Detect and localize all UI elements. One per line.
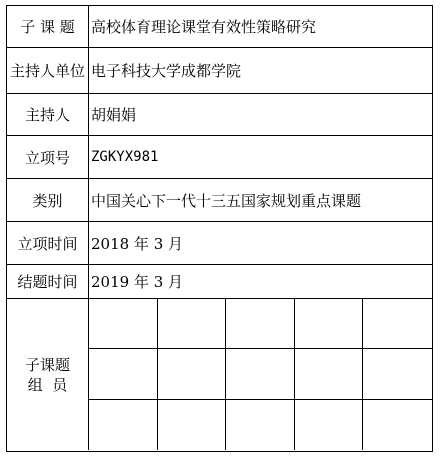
- members-label-line2: 组 员: [27, 375, 68, 394]
- member-cell: [226, 299, 295, 349]
- member-cell: [226, 400, 295, 450]
- row-category: [7, 179, 432, 222]
- subtopic-value: 高校体育理论课堂有效性策略研究: [91, 18, 317, 36]
- members-label: [7, 299, 89, 450]
- row-host: [7, 94, 432, 136]
- member-cell: [363, 349, 432, 399]
- host-value: 胡娟娟: [91, 106, 137, 124]
- row-subtopic: [7, 6, 432, 48]
- category-value: 中国关心下一代十三五国家规划重点课题: [91, 191, 362, 210]
- member-cell: [295, 400, 364, 450]
- host-unit-value: 电子科技大学成都学院: [91, 62, 242, 80]
- host-label: 主持人: [7, 94, 89, 135]
- members-grid: [89, 299, 432, 450]
- member-cell: [158, 349, 227, 399]
- member-cell: [89, 349, 158, 399]
- project-info-table: [6, 5, 433, 452]
- subtopic-label: 子 课 题: [7, 6, 89, 47]
- members-label-line1: 子课题: [24, 355, 70, 374]
- start-date-label: 立项时间: [7, 222, 89, 264]
- row-members: [7, 299, 432, 450]
- category-label: 类别: [7, 179, 89, 221]
- member-cell: [158, 299, 227, 349]
- member-cell: [89, 299, 158, 349]
- row-project-number: [7, 136, 432, 179]
- host-unit-label: 主持人单位: [7, 48, 89, 93]
- member-cell: [226, 349, 295, 399]
- member-cell: [89, 400, 158, 450]
- row-start-date: [7, 222, 432, 265]
- end-date-label: 结题时间: [7, 265, 89, 298]
- start-date-value: 2018 年 3 月: [91, 234, 184, 253]
- member-cell: [363, 400, 432, 450]
- row-host-unit: [7, 48, 432, 94]
- project-number-value: ZGKYX981: [91, 149, 159, 165]
- end-date-value: 2019 年 3 月: [91, 273, 184, 291]
- member-cell: [363, 299, 432, 349]
- member-cell: [158, 400, 227, 450]
- member-cell: [295, 299, 364, 349]
- member-cell: [295, 349, 364, 399]
- row-end-date: [7, 265, 432, 299]
- project-number-label: 立项号: [7, 136, 89, 178]
